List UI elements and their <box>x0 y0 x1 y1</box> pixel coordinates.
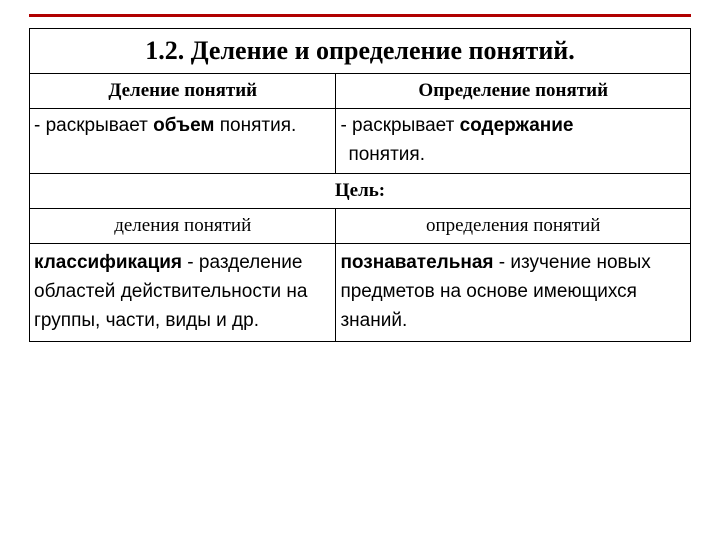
definition-reveals-suffix: понятия. <box>348 144 425 165</box>
division-goal-bold: классификация <box>34 252 183 273</box>
definition-goal-bold: познавательная <box>340 252 494 273</box>
definition-reveals-prefix: - раскрывает <box>340 115 460 136</box>
right-column-header: Определение понятий <box>336 74 691 109</box>
division-reveals-bold: объем <box>153 115 215 136</box>
concepts-table <box>29 28 691 342</box>
division-goal-cell <box>30 244 336 342</box>
division-reveals-cell <box>30 109 336 174</box>
division-reveals-suffix: понятия. <box>214 115 297 136</box>
definition-reveals-cell <box>336 109 691 174</box>
reveals-row <box>30 109 691 174</box>
goal-heading: Цель: <box>30 174 691 209</box>
definition-goal-text: - изучение новых предметов на основе имеющихся знаний. <box>340 252 651 331</box>
title-row <box>30 29 691 74</box>
goal-content-row <box>30 244 691 342</box>
definition-goal-cell <box>336 244 691 342</box>
definition-reveals-bold: содержание <box>459 115 574 136</box>
goal-row <box>30 174 691 209</box>
left-column-header: Деление понятий <box>30 74 336 109</box>
accent-line <box>29 14 691 17</box>
goal-header-row <box>30 209 691 244</box>
definition-goal-header: определения понятий <box>336 209 691 244</box>
page-title: 1.2. Деление и определение понятий. <box>30 29 691 74</box>
division-reveals-prefix: - раскрывает <box>34 115 154 136</box>
division-goal-header: деления понятий <box>30 209 336 244</box>
column-header-row <box>30 74 691 109</box>
division-goal-text: - разделение областей действительности на группы, части, виды и др. <box>34 252 308 331</box>
